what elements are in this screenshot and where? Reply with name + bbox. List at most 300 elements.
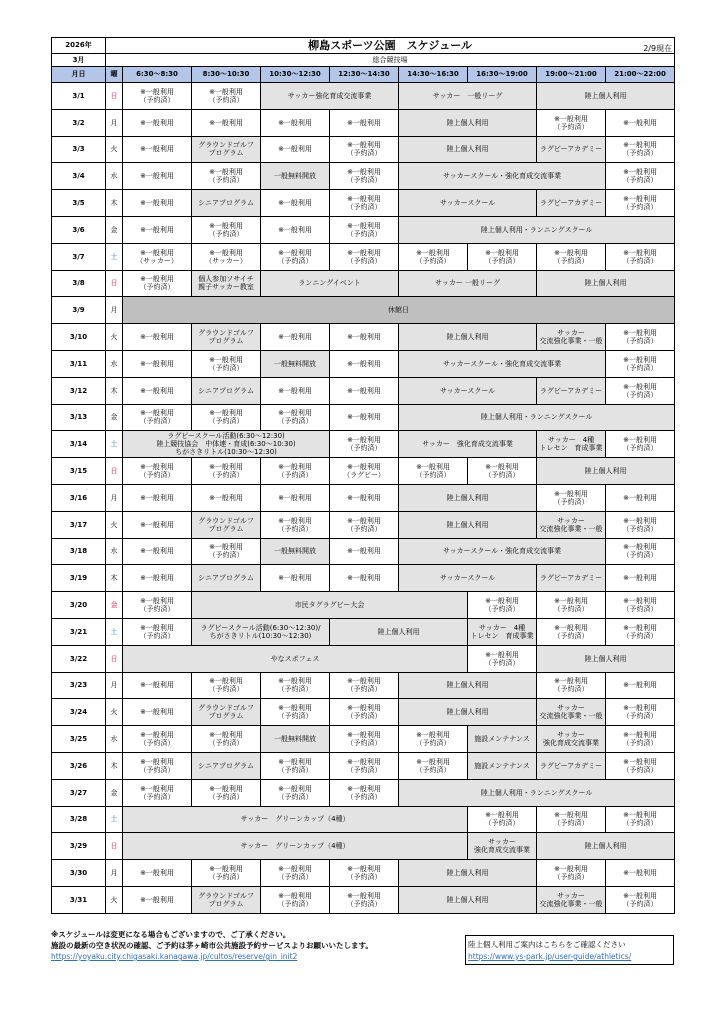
day-row — [52, 833, 675, 860]
slot-cell: ※一般利用 — [123, 511, 192, 538]
slot-cell: ※一般利用 （予約済） — [606, 806, 675, 833]
slot-cell: ※一般利用 （予約済） — [123, 726, 192, 753]
slot-cell: ※一般利用 （予約済） — [330, 752, 399, 779]
slot-cell: ※一般利用 （予約済） — [330, 886, 399, 913]
weekday-cell: 月 — [106, 297, 123, 324]
slot-cell: ※一般利用 （予約済） — [330, 216, 399, 243]
slot-cell: ※一般利用 — [261, 109, 330, 136]
col-header-date: 月日 — [52, 67, 106, 83]
slot-cell: ※一般利用 — [123, 699, 192, 726]
slot-cell: ※一般利用 （予約済） — [399, 458, 468, 485]
event-cell: サッカー グリーンカップ（4種） — [123, 806, 468, 833]
date-cell: 3/31 — [52, 886, 106, 913]
date-cell: 3/8 — [52, 270, 106, 297]
date-cell: 3/29 — [52, 833, 106, 860]
slot-cell: ※一般利用 — [330, 484, 399, 511]
footer — [51, 929, 674, 969]
event-cell: 陸上個人利用 — [537, 833, 675, 860]
slot-cell: ※一般利用 — [123, 484, 192, 511]
slot-cell: ※一般利用 （予約済） — [606, 190, 675, 217]
col-header-slot: 14:30～16:30 — [399, 67, 468, 83]
slot-cell: ※一般利用 （予約済） — [606, 377, 675, 404]
slot-cell: ※一般利用 （予約済） — [192, 350, 261, 377]
event-cell: 陸上個人利用 — [399, 886, 537, 913]
event-cell: サッカースクール — [399, 377, 537, 404]
slot-cell: ※一般利用 — [192, 484, 261, 511]
slot-cell: ※一般利用 （予約済） — [123, 592, 192, 619]
event-cell: ラグビーアカデミー — [537, 565, 606, 592]
event-cell: シニアプログラム — [192, 377, 261, 404]
slot-cell: ※一般利用 （予約済） — [606, 538, 675, 565]
event-cell: ラグビーアカデミー — [537, 377, 606, 404]
slot-cell: ※一般利用 （予約済） — [606, 431, 675, 458]
date-cell: 3/30 — [52, 860, 106, 887]
date-cell: 3/9 — [52, 297, 106, 324]
event-cell: 陸上個人利用 — [537, 270, 675, 297]
athletics-info-text: 陸上個人利用ご案内はこちらをご確認ください — [468, 940, 626, 949]
event-cell: サッカー 4種 トレセン 育成事業 — [537, 431, 606, 458]
col-header-slot: 8:30～10:30 — [192, 67, 261, 83]
event-cell: 陸上個人利用 — [399, 484, 537, 511]
weekday-cell: 金 — [106, 404, 123, 431]
day-row — [52, 350, 675, 377]
weekday-cell: 火 — [106, 324, 123, 351]
event-cell: ラグビーアカデミー — [537, 752, 606, 779]
event-cell: サッカー 交流強化事業・一般 — [537, 886, 606, 913]
event-cell: ラグビーアカデミー — [537, 190, 606, 217]
slot-cell: ※一般利用 （予約済） — [606, 726, 675, 753]
date-cell: 3/15 — [52, 458, 106, 485]
day-row — [52, 484, 675, 511]
date-cell: 3/23 — [52, 672, 106, 699]
slot-cell: ※一般利用 （予約済） — [261, 458, 330, 485]
weekday-cell: 土 — [106, 431, 123, 458]
date-cell: 3/16 — [52, 484, 106, 511]
day-row — [52, 886, 675, 913]
slot-cell: ※一般利用 — [123, 538, 192, 565]
slot-cell: ※一般利用 （予約済） — [261, 699, 330, 726]
slot-cell: ※一般利用 — [261, 190, 330, 217]
slot-cell: ※一般利用 （予約済） — [192, 458, 261, 485]
slot-cell: ※一般利用 （予約済） — [123, 270, 192, 297]
slot-cell: ※一般利用 — [123, 672, 192, 699]
date-cell: 3/20 — [52, 592, 106, 619]
slot-cell: ※一般利用 — [330, 404, 399, 431]
slot-cell: ※一般利用 （予約済） — [192, 860, 261, 887]
slot-cell: ※一般利用 （予約済） — [330, 243, 399, 270]
slot-cell: ※一般利用 （予約済） — [606, 511, 675, 538]
venue-subtitle: 総合競技場 — [106, 54, 675, 67]
date-cell: 3/26 — [52, 752, 106, 779]
slot-cell: ※一般利用 （予約済） — [606, 592, 675, 619]
slot-cell: ※一般利用 （予約済） — [192, 672, 261, 699]
weekday-cell: 日 — [106, 83, 123, 110]
weekday-cell: 日 — [106, 833, 123, 860]
slot-cell: ※一般利用 （予約済） — [192, 216, 261, 243]
date-cell: 3/19 — [52, 565, 106, 592]
date-cell: 3/14 — [52, 431, 106, 458]
weekday-cell: 火 — [106, 886, 123, 913]
day-row — [52, 672, 675, 699]
slot-cell: ※一般利用 — [261, 484, 330, 511]
event-cell: 陸上個人利用 — [330, 618, 468, 645]
weekday-cell: 月 — [106, 672, 123, 699]
closed-day-cell: 休館日 — [123, 297, 675, 324]
slot-cell: ※一般利用 — [606, 672, 675, 699]
slot-cell: ※一般利用 （予約済） — [537, 243, 606, 270]
slot-cell: ※一般利用 （予約済） — [606, 618, 675, 645]
slot-cell: ※一般利用 （予約済） — [606, 699, 675, 726]
schedule-sheet — [51, 37, 674, 914]
day-row — [52, 806, 675, 833]
day-row — [52, 270, 675, 297]
weekday-cell: 土 — [106, 618, 123, 645]
event-cell: シニアプログラム — [192, 190, 261, 217]
slot-cell: ※一般利用 （予約済） — [261, 752, 330, 779]
slot-cell: ※一般利用 （予約済） — [192, 83, 261, 110]
weekday-cell: 日 — [106, 645, 123, 672]
slot-cell: ※一般利用 （予約済） — [399, 726, 468, 753]
slot-cell: ※一般利用 — [606, 565, 675, 592]
slot-cell: ※一般利用 — [123, 216, 192, 243]
slot-cell: ※一般利用 （予約済） — [468, 458, 537, 485]
event-cell: 一般無料開放 — [261, 538, 330, 565]
event-cell: サッカー グリーンカップ（4種） — [123, 833, 468, 860]
weekday-cell: 木 — [106, 752, 123, 779]
event-cell: 陸上個人利用 — [399, 699, 537, 726]
day-row — [52, 297, 675, 324]
month-label: 3月 — [52, 54, 106, 67]
day-row — [52, 431, 675, 458]
event-cell: 陸上個人利用 — [399, 511, 537, 538]
footer-note-reservation: 施設の最新の空き状況の確認、ご予約は茅ヶ崎市公共施設予約サービスよりお願いいたします。 — [51, 941, 373, 950]
weekday-cell: 木 — [106, 377, 123, 404]
slot-cell: ※一般利用 （予約済） — [261, 672, 330, 699]
weekday-cell: 金 — [106, 779, 123, 806]
slot-cell: ※一般利用 （予約済） — [468, 645, 537, 672]
date-cell: 3/6 — [52, 216, 106, 243]
event-cell: 一般無料開放 — [261, 350, 330, 377]
slot-cell: ※一般利用 （予約済） — [261, 860, 330, 887]
as-of-date: 2/9現在 — [643, 44, 673, 53]
schedule-table — [51, 37, 675, 914]
slot-cell: ※一般利用 — [606, 484, 675, 511]
slot-cell: ※一般利用 （予約済） — [330, 163, 399, 190]
slot-cell: ※一般利用 （予約済） — [261, 404, 330, 431]
weekday-cell: 土 — [106, 243, 123, 270]
slot-cell: ※一般利用 （予約済） — [261, 886, 330, 913]
slot-cell: ※一般利用 （予約済） — [537, 592, 606, 619]
col-header-slot: 6:30～8:30 — [123, 67, 192, 83]
athletics-info-box — [465, 935, 674, 965]
weekday-cell: 月 — [106, 484, 123, 511]
event-cell: サッカー 強化育成交流事業 — [468, 833, 537, 860]
date-cell: 3/10 — [52, 324, 106, 351]
event-cell: 陸上個人利用 — [537, 83, 675, 110]
event-cell: 施設メンテナンス — [468, 752, 537, 779]
date-cell: 3/27 — [52, 779, 106, 806]
slot-cell: ※一般利用 （予約済） — [606, 752, 675, 779]
event-cell: 陸上個人利用・ランニングスクール — [399, 779, 675, 806]
weekday-cell: 金 — [106, 592, 123, 619]
date-cell: 3/17 — [52, 511, 106, 538]
slot-cell: ※一般利用 （予約済） — [123, 83, 192, 110]
weekday-cell: 日 — [106, 270, 123, 297]
day-row — [52, 538, 675, 565]
date-cell: 3/24 — [52, 699, 106, 726]
day-row — [52, 726, 675, 753]
slot-cell: ※一般利用 （予約済） — [192, 404, 261, 431]
reservation-link[interactable]: https://yoyaku.city.chigasaki.kanagawa.jp/cultos/reserve/gin_init2 — [51, 952, 298, 961]
event-cell: 一般無料開放 — [261, 726, 330, 753]
day-row — [52, 243, 675, 270]
date-cell: 3/12 — [52, 377, 106, 404]
day-row — [52, 404, 675, 431]
date-cell: 3/18 — [52, 538, 106, 565]
slot-cell: ※一般利用 — [123, 190, 192, 217]
slot-cell: ※一般利用 （予約済） — [330, 672, 399, 699]
slot-cell: ※一般利用 — [330, 377, 399, 404]
page-title: 柳島スポーツ公園 スケジュール — [308, 39, 472, 52]
slot-cell: ※一般利用 — [330, 109, 399, 136]
slot-cell: ※一般利用 （予約済） — [123, 752, 192, 779]
slot-cell: ※一般利用 （予約済） — [330, 190, 399, 217]
slot-cell: ※一般利用 （予約済） — [537, 860, 606, 887]
day-row — [52, 699, 675, 726]
weekday-cell: 火 — [106, 699, 123, 726]
slot-cell: ※一般利用 — [261, 324, 330, 351]
weekday-cell: 水 — [106, 538, 123, 565]
slot-cell: ※一般利用 — [123, 565, 192, 592]
event-cell: 市民タグラグビー大会 — [192, 592, 468, 619]
date-cell: 3/11 — [52, 350, 106, 377]
day-row — [52, 752, 675, 779]
slot-cell: ※一般利用 （予約済） — [123, 404, 192, 431]
slot-cell: ※一般利用 （予約済） — [330, 860, 399, 887]
slot-cell: ※一般利用 — [330, 565, 399, 592]
date-cell: 3/5 — [52, 190, 106, 217]
slot-cell: ※一般利用 （予約済） — [330, 511, 399, 538]
day-row — [52, 109, 675, 136]
event-cell: サッカー 交流強化事業・一般 — [537, 699, 606, 726]
slot-cell: ※一般利用 — [330, 350, 399, 377]
day-row — [52, 190, 675, 217]
slot-cell: ※一般利用 （予約済） — [261, 779, 330, 806]
date-cell: 3/7 — [52, 243, 106, 270]
slot-cell: ※一般利用 （予約済） — [399, 752, 468, 779]
slot-cell: ※一般利用 （予約済） — [192, 726, 261, 753]
day-row — [52, 458, 675, 485]
slot-cell: ※一般利用 （予約済） — [123, 458, 192, 485]
event-cell: グラウンドゴルフ プログラム — [192, 511, 261, 538]
slot-cell: ※一般利用 （サッカー） — [123, 243, 192, 270]
slot-cell: ※一般利用 （予約済） — [606, 324, 675, 351]
event-cell: 陸上個人利用・ランニングスクール — [399, 216, 675, 243]
event-cell: 陸上個人利用 — [399, 109, 537, 136]
event-cell: サッカースクール・強化育成交流事業 — [399, 538, 606, 565]
slot-cell: ※一般利用 （予約済） — [192, 538, 261, 565]
slot-cell: ※一般利用 — [123, 377, 192, 404]
slot-cell: ※一般利用 — [261, 136, 330, 163]
day-row — [52, 83, 675, 110]
slot-cell: ※一般利用 （予約済） — [330, 699, 399, 726]
slot-cell: ※一般利用 （予約済） — [192, 163, 261, 190]
slot-cell: ※一般利用 — [261, 377, 330, 404]
weekday-cell: 水 — [106, 163, 123, 190]
date-cell: 3/3 — [52, 136, 106, 163]
slot-cell: ※一般利用 （予約済） — [330, 431, 399, 458]
slot-cell: ※一般利用 — [123, 324, 192, 351]
weekday-cell: 木 — [106, 190, 123, 217]
slot-cell: ※一般利用 （予約済） — [606, 350, 675, 377]
slot-cell: ※一般利用 （サッカー） — [192, 243, 261, 270]
day-row — [52, 163, 675, 190]
slot-cell: ※一般利用 — [606, 860, 675, 887]
event-cell: 陸上個人利用 — [399, 136, 537, 163]
event-cell: サッカー 強化育成交流事業 — [537, 726, 606, 753]
slot-cell: ※一般利用 （予約済） — [606, 136, 675, 163]
date-cell: 3/1 — [52, 83, 106, 110]
slot-cell: ※一般利用 — [123, 136, 192, 163]
col-header-slot: 16:30～19:00 — [468, 67, 537, 83]
event-cell: サッカー 4種 トレセン 育成事業 — [468, 618, 537, 645]
date-cell: 3/25 — [52, 726, 106, 753]
event-cell: サッカー 一般リーグ — [399, 270, 537, 297]
slot-cell: ※一般利用 （予約済） — [606, 243, 675, 270]
slot-cell: ※一般利用 — [192, 109, 261, 136]
event-cell: 一般無料開放 — [261, 163, 330, 190]
slot-cell: ※一般利用 （予約済） — [606, 886, 675, 913]
col-header-slot: 21:00～22:00 — [606, 67, 675, 83]
day-row — [52, 511, 675, 538]
slot-cell: ※一般利用 （予約済） — [399, 243, 468, 270]
athletics-info-link[interactable]: https://www.ys-park.jp/user-guide/athletics/ — [468, 952, 632, 961]
event-cell: シニアプログラム — [192, 752, 261, 779]
slot-cell: ※一般利用 （予約済） — [123, 779, 192, 806]
event-cell: 陸上個人利用 — [399, 860, 537, 887]
weekday-cell: 水 — [106, 726, 123, 753]
slot-cell: ※一般利用 （予約済） — [468, 592, 537, 619]
event-cell: サッカー 一般リーグ — [399, 83, 537, 110]
event-cell: サッカースクール・強化育成交流事業 — [399, 163, 606, 190]
weekday-cell: 水 — [106, 350, 123, 377]
slot-cell: ※一般利用 （予約済） — [261, 511, 330, 538]
slot-cell: ※一般利用 — [123, 886, 192, 913]
event-cell: 陸上個人利用 — [537, 458, 675, 485]
weekday-cell: 土 — [106, 806, 123, 833]
slot-cell: ※一般利用 （予約済） — [468, 243, 537, 270]
slot-cell: ※一般利用 （予約済） — [468, 806, 537, 833]
event-cell: 陸上個人利用 — [399, 324, 537, 351]
slot-cell: ※一般利用 （予約済） — [123, 618, 192, 645]
day-row — [52, 377, 675, 404]
event-cell: サッカースクール — [399, 190, 537, 217]
slot-cell: ※一般利用 （予約済） — [330, 136, 399, 163]
slot-cell: ※一般利用 （予約済） — [606, 163, 675, 190]
event-cell: グラウンドゴルフ プログラム — [192, 699, 261, 726]
day-row — [52, 860, 675, 887]
weekday-cell: 火 — [106, 136, 123, 163]
event-cell: グラウンドゴルフ プログラム — [192, 886, 261, 913]
event-cell: 個人参加ソサイチ 親子サッカー教室 — [192, 270, 261, 297]
slot-cell: ※一般利用 — [123, 163, 192, 190]
slot-cell: ※一般利用 （予約済） — [261, 243, 330, 270]
day-row — [52, 779, 675, 806]
day-row — [52, 136, 675, 163]
date-cell: 3/22 — [52, 645, 106, 672]
event-cell: 陸上個人利用・ランニングスクール — [399, 404, 675, 431]
slot-cell: ※一般利用 （予約済） — [192, 779, 261, 806]
event-cell: サッカー強化育成交流事業 — [261, 83, 399, 110]
event-cell: 陸上個人利用 — [399, 672, 537, 699]
col-header-slot: 19:00～21:00 — [537, 67, 606, 83]
date-cell: 3/2 — [52, 109, 106, 136]
event-cell: サッカー 強化育成交流事業 — [399, 431, 537, 458]
event-cell: やなスポフェス — [123, 645, 468, 672]
slot-cell: ※一般利用 — [261, 565, 330, 592]
weekday-cell: 日 — [106, 458, 123, 485]
col-header-slot: 10:30～12:30 — [261, 67, 330, 83]
day-row — [52, 324, 675, 351]
weekday-cell: 金 — [106, 216, 123, 243]
slot-cell: ※一般利用 （予約済） — [330, 779, 399, 806]
event-cell: サッカー 交流強化事業・一般 — [537, 324, 606, 351]
date-cell: 3/28 — [52, 806, 106, 833]
event-cell: 施設メンテナンス — [468, 726, 537, 753]
day-row — [52, 216, 675, 243]
day-row — [52, 592, 675, 619]
footer-note-change: ※スケジュールは変更になる場合もございますので、ご了承ください。 — [51, 930, 291, 939]
year-label: 2026年 — [52, 38, 106, 54]
slot-cell: ※一般利用 — [123, 109, 192, 136]
day-row — [52, 618, 675, 645]
slot-cell: ※一般利用 （予約済） — [537, 618, 606, 645]
slot-cell: ※一般利用 （予約済） — [330, 726, 399, 753]
event-cell: ラグビースクール活動(6:30～12:30)/ ちがさきリトル(10:30～12:30) — [192, 618, 330, 645]
day-row — [52, 645, 675, 672]
slot-cell: ※一般利用 — [123, 860, 192, 887]
slot-cell: ※一般利用 — [261, 216, 330, 243]
slot-cell: ※一般利用 — [330, 538, 399, 565]
col-header-slot: 12:30～14:30 — [330, 67, 399, 83]
weekday-cell: 月 — [106, 860, 123, 887]
weekday-cell: 火 — [106, 511, 123, 538]
event-cell: グラウンドゴルフ プログラム — [192, 136, 261, 163]
event-cell: ラグビーアカデミー — [537, 136, 606, 163]
event-cell: グラウンドゴルフ プログラム — [192, 324, 261, 351]
slot-cell: ※一般利用 （予約済） — [537, 109, 606, 136]
title-cell — [106, 38, 675, 54]
event-cell: サッカー 交流強化事業・一般 — [537, 511, 606, 538]
column-header-row — [52, 67, 675, 83]
event-cell: サッカースクール・強化育成交流事業 — [399, 350, 606, 377]
slot-cell: ※一般利用 （予約済） — [537, 806, 606, 833]
event-cell: シニアプログラム — [192, 565, 261, 592]
slot-cell: ※一般利用 — [123, 350, 192, 377]
weekday-cell: 月 — [106, 109, 123, 136]
event-cell: 陸上個人利用 — [537, 645, 675, 672]
day-row — [52, 565, 675, 592]
date-cell: 3/13 — [52, 404, 106, 431]
slot-cell: ※一般利用 （ラグビー） — [330, 458, 399, 485]
slot-cell: ※一般利用 — [330, 324, 399, 351]
slot-cell: ※一般利用 — [606, 109, 675, 136]
date-cell: 3/4 — [52, 163, 106, 190]
slot-cell: ※一般利用 （予約済） — [537, 484, 606, 511]
col-header-weekday: 曜 — [106, 67, 123, 83]
weekday-cell: 木 — [106, 565, 123, 592]
date-cell: 3/21 — [52, 618, 106, 645]
